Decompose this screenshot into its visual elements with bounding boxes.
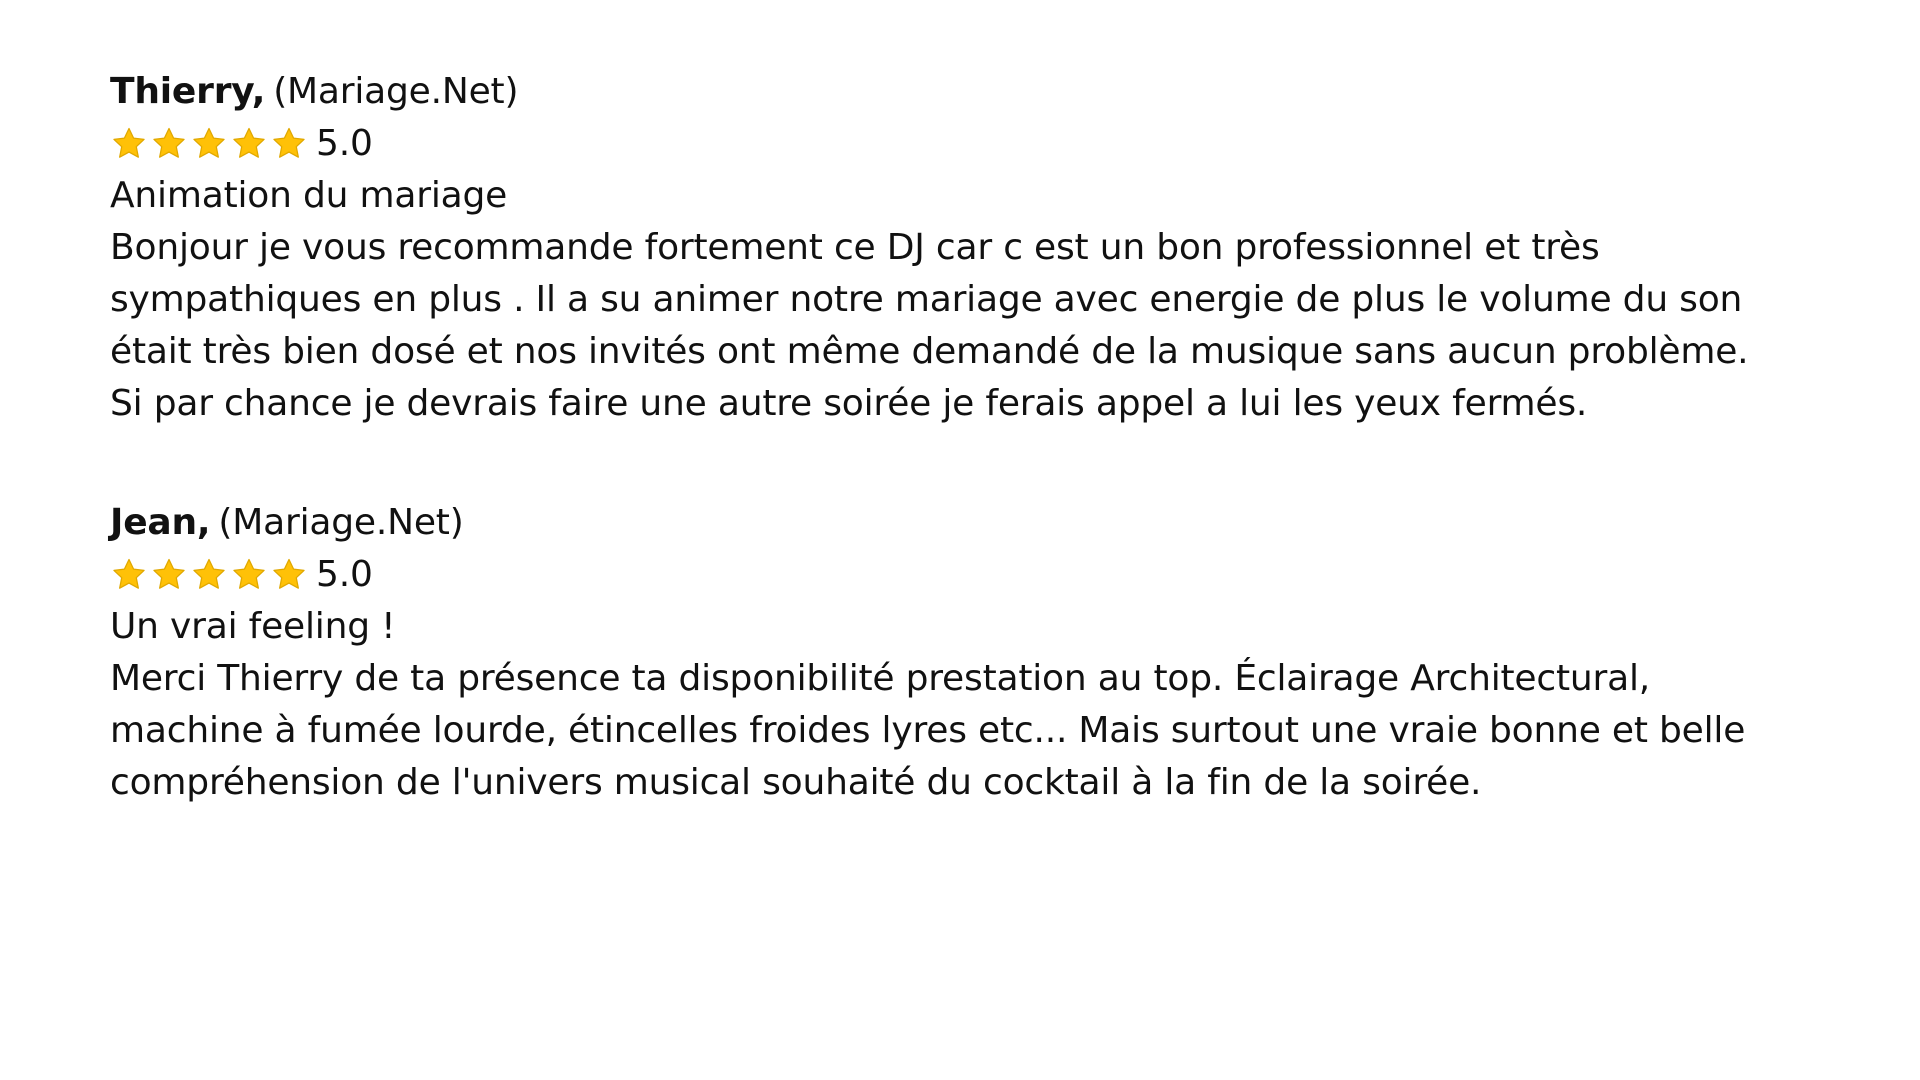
review-body-line: compréhension de l'univers musical souhaité du cocktail à la fin de la soirée. <box>110 762 1482 803</box>
star-icon <box>190 556 228 594</box>
star-icon <box>190 125 228 163</box>
star-rating <box>110 556 310 594</box>
review-header <box>110 66 1810 118</box>
review-card <box>110 66 1810 430</box>
review-header <box>110 497 1810 549</box>
review-rating <box>110 118 1810 170</box>
review-body-line: sympathiques en plus . Il a su animer notre mariage avec energie de plus le volume du son <box>110 279 1743 320</box>
review-author: Jean, <box>110 502 211 543</box>
rating-value: 5.0 <box>316 554 373 595</box>
star-icon <box>230 556 268 594</box>
star-icon <box>270 556 308 594</box>
star-rating <box>110 125 310 163</box>
review-body <box>110 653 1810 809</box>
review-source: (Mariage.Net) <box>273 71 519 112</box>
review-body-line: machine à fumée lourde, étincelles froides lyres etc... Mais surtout une vraie bonne et belle <box>110 710 1746 751</box>
review-body <box>110 222 1810 430</box>
review-card <box>110 497 1810 809</box>
star-icon <box>270 125 308 163</box>
star-icon <box>230 125 268 163</box>
review-body-line: Bonjour je vous recommande fortement ce DJ car c est un bon professionnel et très <box>110 227 1600 268</box>
star-icon <box>150 125 188 163</box>
star-icon <box>150 556 188 594</box>
review-source: (Mariage.Net) <box>218 502 464 543</box>
review-title: Un vrai feeling ! <box>110 606 396 647</box>
star-icon <box>110 556 148 594</box>
review-title: Animation du mariage <box>110 175 508 216</box>
review-body-line: était très bien dosé et nos invités ont même demandé de la musique sans aucun problème. <box>110 331 1749 372</box>
review-rating <box>110 549 1810 601</box>
rating-value: 5.0 <box>316 123 373 164</box>
review-author: Thierry, <box>110 71 266 112</box>
review-body-line: Si par chance je devrais faire une autre soirée je ferais appel a lui les yeux fermés. <box>110 383 1588 424</box>
review-body-line: Merci Thierry de ta présence ta disponibilité prestation au top. Éclairage Architectural, <box>110 658 1650 699</box>
star-icon <box>110 125 148 163</box>
